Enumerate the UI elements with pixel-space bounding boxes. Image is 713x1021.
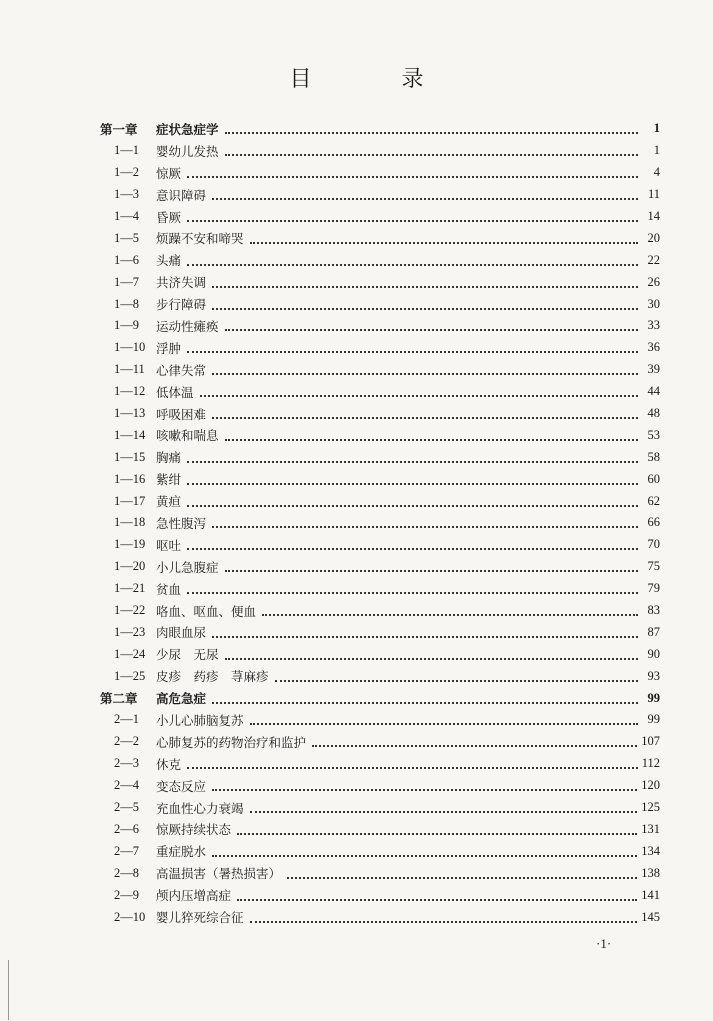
entry-page: 70: [647, 537, 660, 552]
dot-leader: [187, 263, 638, 266]
toc-entry: [100, 819, 660, 841]
scan-artifact-line: [8, 960, 9, 1020]
toc-entry: [100, 293, 660, 315]
dot-leader: [225, 328, 638, 331]
entry-title: 少尿 无尿: [156, 647, 219, 663]
entry-page: 48: [647, 406, 660, 421]
dot-leader: [187, 460, 638, 463]
entry-title: 低体温: [156, 384, 194, 400]
entry-page: 26: [647, 274, 660, 289]
toc-entry: [100, 162, 660, 184]
dot-leader: [187, 766, 638, 769]
entry-number: 1—1: [114, 143, 139, 158]
toc-entry: [100, 906, 660, 928]
toc-entry: [100, 621, 660, 643]
table-of-contents: [100, 118, 660, 928]
dot-leader: [212, 635, 638, 638]
dot-leader: [262, 613, 638, 616]
dot-leader: [212, 372, 638, 375]
entry-page: 112: [641, 756, 660, 771]
toc-entry: [100, 840, 660, 862]
toc-entry: [100, 381, 660, 403]
entry-number: 第二章: [100, 692, 138, 707]
dot-leader: [187, 591, 638, 594]
entry-number: 1—22: [114, 603, 146, 618]
toc-entry: [100, 556, 660, 578]
toc-entry: [100, 797, 660, 819]
toc-entry: [100, 359, 660, 381]
entry-page: 66: [647, 515, 660, 530]
toc-entry: [100, 337, 660, 359]
entry-page: 138: [641, 865, 660, 880]
entry-page: 39: [647, 362, 660, 377]
entry-title: 高危急症: [156, 691, 207, 707]
entry-number: 1—2: [114, 165, 139, 180]
toc-entry: [100, 884, 660, 906]
toc-entry: [100, 534, 660, 556]
dot-leader: [212, 788, 637, 791]
entry-number: 2—3: [114, 756, 139, 771]
entry-number: 2—9: [114, 887, 139, 902]
entry-title: 咳嗽和喘息: [156, 428, 219, 444]
dot-leader: [225, 569, 638, 572]
toc-entry: [100, 709, 660, 731]
entry-number: 1—4: [114, 209, 139, 223]
dot-leader: [237, 898, 637, 901]
entry-number: 2—2: [114, 734, 139, 749]
toc-entry: [100, 468, 660, 490]
dot-leader: [187, 547, 638, 550]
toc-entry: [100, 140, 660, 162]
toc-entry: [100, 446, 660, 468]
entry-title: 烦躁不安和啼哭: [156, 231, 244, 247]
dot-leader: [250, 722, 638, 725]
entry-number: 2—1: [114, 712, 139, 727]
dot-leader: [212, 525, 638, 528]
entry-page: 1: [653, 121, 660, 136]
entry-title: 小儿急腹症: [156, 559, 219, 575]
entry-page: 1: [653, 143, 660, 158]
entry-number: 2—7: [114, 843, 139, 858]
toc-chapter-entry: [100, 118, 660, 140]
toc-entry: [100, 490, 660, 512]
entry-page: 75: [647, 559, 660, 574]
entry-title: 咯血、呕血、便血: [156, 603, 257, 619]
entry-number: 1—15: [114, 449, 146, 464]
entry-page: 87: [647, 624, 660, 639]
toc-entry: [100, 403, 660, 425]
dot-leader: [225, 131, 638, 134]
entry-number: 1—6: [114, 252, 139, 267]
entry-number: 1—8: [114, 296, 139, 311]
entry-page: 53: [647, 427, 660, 442]
entry-title: 休克: [156, 756, 182, 772]
entry-title: 症状急症学: [156, 121, 219, 137]
entry-title: 急性腹泻: [156, 515, 207, 531]
entry-page: 99: [647, 712, 660, 727]
entry-number: 1—21: [114, 581, 146, 596]
entry-title: 昏厥: [156, 209, 182, 225]
entry-title: 惊厥持续状态: [156, 822, 232, 838]
entry-page: 107: [641, 734, 660, 749]
entry-page: 62: [647, 493, 660, 508]
entry-number: 第一章: [100, 122, 138, 137]
entry-page: 44: [647, 384, 660, 399]
entry-page: 79: [647, 581, 660, 596]
entry-title: 运动性瘫痪: [156, 318, 219, 334]
entry-title: 步行障碍: [156, 297, 207, 313]
entry-title: 头痛: [156, 253, 182, 269]
entry-page: 134: [641, 843, 660, 858]
entry-title: 惊厥: [156, 165, 182, 181]
entry-title: 充血性心力衰竭: [156, 800, 244, 816]
entry-page: 58: [647, 449, 660, 464]
page-number: ·1·: [596, 936, 612, 951]
dot-leader: [250, 241, 638, 244]
entry-page: 131: [641, 821, 660, 836]
entry-page: 4: [653, 165, 660, 180]
entry-number: 1—25: [114, 668, 146, 683]
entry-number: 1—19: [114, 537, 146, 552]
dot-leader: [250, 810, 638, 813]
entry-title: 肉眼血尿: [156, 625, 207, 641]
entry-title: 重症脱水: [156, 844, 207, 860]
entry-number: 1—16: [114, 471, 146, 486]
dot-leader: [287, 876, 637, 879]
entry-title: 浮肿: [156, 340, 182, 356]
entry-title: 皮疹 药疹 荨麻疹: [156, 669, 269, 685]
entry-page: 36: [647, 340, 660, 355]
entry-number: 1—3: [114, 187, 139, 202]
toc-entry: [100, 271, 660, 293]
toc-entry: [100, 206, 660, 228]
dot-leader: [275, 679, 638, 682]
entry-title: 黄疸: [156, 494, 182, 510]
entry-page: 60: [647, 471, 660, 486]
toc-entry: [100, 249, 660, 271]
entry-number: 1—23: [114, 624, 146, 639]
dot-leader: [212, 854, 637, 857]
entry-page: 30: [647, 296, 660, 311]
entry-number: 1—13: [114, 406, 146, 421]
entry-page: 125: [641, 800, 660, 815]
entry-title: 心肺复苏的药物治疗和监护: [156, 734, 307, 750]
toc-entry: [100, 315, 660, 337]
entry-page: 99: [647, 690, 660, 705]
toc-entry: [100, 665, 660, 687]
dot-leader: [225, 438, 638, 441]
dot-leader: [187, 175, 638, 178]
entry-title: 胸痛: [156, 450, 182, 466]
toc-entry: [100, 578, 660, 600]
entry-page: 90: [647, 646, 660, 661]
page-title: 目 录: [289, 67, 458, 92]
entry-number: 2—4: [114, 778, 139, 793]
dot-leader: [187, 504, 638, 507]
toc-entry: [100, 512, 660, 534]
entry-page: 14: [647, 209, 660, 223]
toc-entry: [100, 184, 660, 206]
entry-number: 1—14: [114, 427, 146, 442]
toc-entry: [100, 862, 660, 884]
entry-page: 20: [647, 230, 660, 245]
entry-title: 紫绀: [156, 472, 182, 488]
entry-title: 共济失调: [156, 275, 207, 291]
entry-title: 呕吐: [156, 537, 182, 553]
toc-entry: [100, 731, 660, 753]
dot-leader: [212, 197, 638, 200]
entry-page: 120: [641, 778, 660, 793]
entry-title: 小儿心肺脑复苏: [156, 712, 244, 728]
entry-page: 93: [647, 668, 660, 683]
toc-entry: [100, 643, 660, 665]
dot-leader: [312, 744, 637, 747]
entry-page: 22: [647, 252, 660, 267]
dot-leader: [212, 701, 638, 704]
dot-leader: [187, 482, 638, 485]
dot-leader: [212, 285, 638, 288]
entry-number: 1—18: [114, 515, 146, 530]
entry-title: 婴儿猝死综合征: [156, 910, 244, 925]
entry-number: 1—10: [114, 340, 146, 355]
toc-entry: [100, 227, 660, 249]
dot-leader: [187, 219, 638, 222]
dot-leader: [212, 416, 638, 419]
toc-entry: [100, 753, 660, 775]
dot-leader: [225, 153, 638, 156]
dot-leader: [200, 394, 638, 397]
dot-leader: [187, 350, 638, 353]
dot-leader: [237, 832, 637, 835]
entry-title: 变态反应: [156, 778, 207, 794]
entry-title: 高温损害（暑热损害）: [156, 866, 282, 882]
toc-entry: [100, 424, 660, 446]
entry-number: 1—24: [114, 646, 146, 661]
entry-title: 婴幼儿发热: [156, 143, 219, 159]
dot-leader: [250, 920, 638, 923]
toc-entry: [100, 600, 660, 622]
entry-title: 意识障碍: [156, 187, 207, 203]
entry-page: 141: [641, 887, 660, 902]
entry-number: 1—7: [114, 274, 139, 289]
entry-title: 心律失常: [156, 362, 207, 378]
entry-number: 2—10: [114, 909, 146, 924]
entry-number: 1—5: [114, 230, 139, 245]
entry-title: 贫血: [156, 581, 182, 597]
entry-number: 2—5: [114, 800, 139, 815]
entry-page: 83: [647, 603, 660, 618]
entry-number: 1—17: [114, 493, 146, 508]
toc-chapter-entry: [100, 687, 660, 709]
entry-number: 2—6: [114, 821, 139, 836]
entry-number: 1—12: [114, 384, 146, 399]
entry-page: 11: [647, 187, 660, 202]
entry-title: 呼吸困难: [156, 406, 207, 422]
entry-number: 1—11: [114, 362, 145, 377]
entry-page: 33: [647, 318, 660, 333]
entry-number: 1—20: [114, 559, 146, 574]
dot-leader: [212, 307, 638, 310]
toc-entry: [100, 775, 660, 797]
entry-number: 2—8: [114, 865, 139, 880]
entry-number: 1—9: [114, 318, 139, 333]
dot-leader: [225, 657, 638, 660]
entry-page: 145: [641, 909, 660, 924]
entry-title: 颅内压增高症: [156, 888, 232, 904]
